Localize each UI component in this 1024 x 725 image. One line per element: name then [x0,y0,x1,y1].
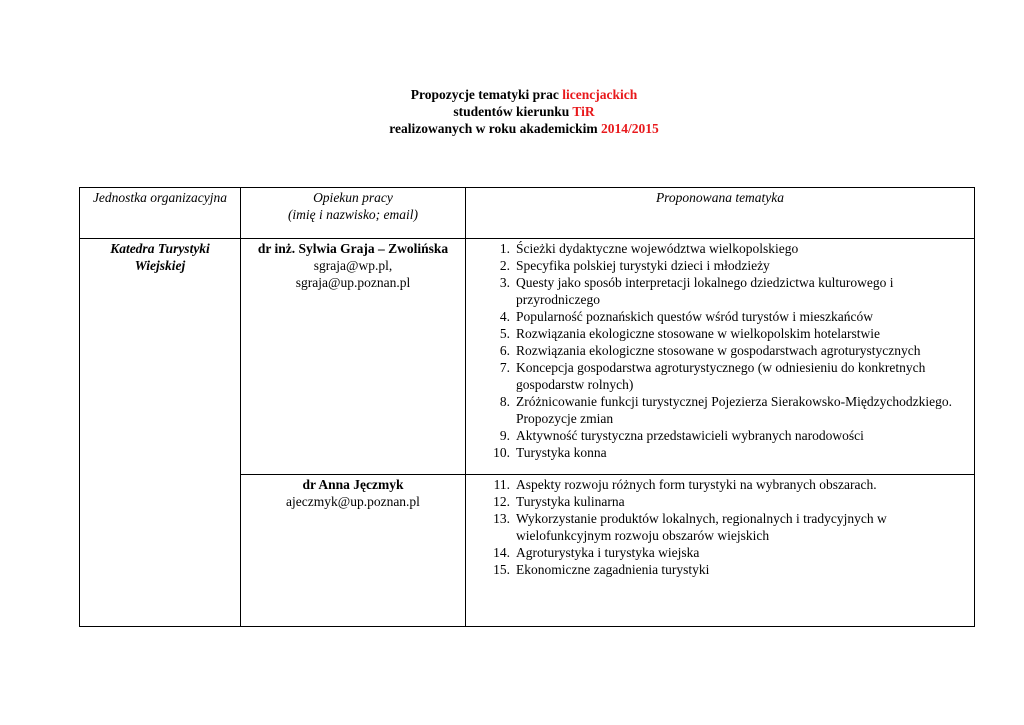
title-line-1: Propozycje tematyki prac licencjackich [410,87,638,102]
topic-item: 7. Koncepcja gospodarstwa agroturystycznego (w odniesieniu do konkretnych gospodarstw rolnych) [499,360,926,392]
topic-item: 12. Turystyka kulinarna [493,494,625,509]
topics-cell [466,239,975,475]
supervisor-email: sgraja@up.poznan.pl [295,275,411,290]
topic-item: 1. Ścieżki dydaktyczne województwa wielkopolskiego [499,241,799,256]
topic-list [466,475,974,578]
topic-item: 14. Agroturystyka i turystyka wiejska [493,545,700,560]
topic-item: 15. Ekonomiczne zagadnienia turystyki [493,562,710,577]
topic-item: 3. Questy jako sposób interpretacji lokalnego dziedzictwa kulturowego i przyrodniczego [499,275,894,307]
topic-item: 2. Specyfika polskiej turystyki dzieci i młodzieży [499,258,770,273]
supervisor-cell [241,475,466,627]
topic-item: 8. Zróżnicowanie funkcji turystycznej Pojezierza Sierakowsko-Międzychodzkiego. Propozycje zmian [499,394,952,426]
table-header-row [80,188,975,239]
topic-item: 9. Aktywność turystyczna przedstawicieli wybranych narodowości [499,428,864,443]
topic-item: 5. Rozwiązania ekologiczne stosowane w wielkopolskim hotelarstwie [499,326,881,341]
title-highlight-degree: licencjackich [562,87,638,102]
topic-item: 4. Popularność poznańskich questów wśród turystów i mieszkańców [499,309,873,324]
topic-item: 11. Aspekty rozwoju różnych form turystyki na wybranych obszarach. [493,477,877,492]
title-line-3: realizowanych w roku akademickim 2014/2015 [389,121,659,136]
header-unit: Jednostka organizacyjna [80,188,241,239]
supervisor-name: dr inż. Sylwia Graja – Zwolińska [257,241,449,256]
title-highlight-major: TiR [572,104,595,119]
table-row [80,239,975,475]
topic-item: 10. Turystyka konna [493,445,607,460]
unit-cell: Katedra Turystyki Wiejskiej [80,239,241,627]
topic-item: 6. Rozwiązania ekologiczne stosowane w gospodarstwach agroturystycznych [499,343,921,358]
header-supervisor: Opiekun pracy (imię i nazwisko; email) [241,188,466,239]
supervisor-name: dr Anna Jęczmyk [302,477,404,492]
title-highlight-year: 2014/2015 [601,121,659,136]
supervisor-email: sgraja@wp.pl, [313,258,393,273]
document-title [0,86,1024,137]
supervisor-cell [241,239,466,475]
supervisor-email: ajeczmyk@up.poznan.pl [286,494,420,509]
topic-list [466,239,974,461]
title-line-2: studentów kierunku TiR [453,104,595,119]
topic-item: 13. Wykorzystanie produktów lokalnych, regionalnych i tradycyjnych w wielofunkcyjnym rozwoju obszarów wiejskich [493,511,887,543]
topics-table [79,187,975,627]
topics-cell [466,475,975,627]
header-topics: Proponowana tematyka [466,188,975,239]
